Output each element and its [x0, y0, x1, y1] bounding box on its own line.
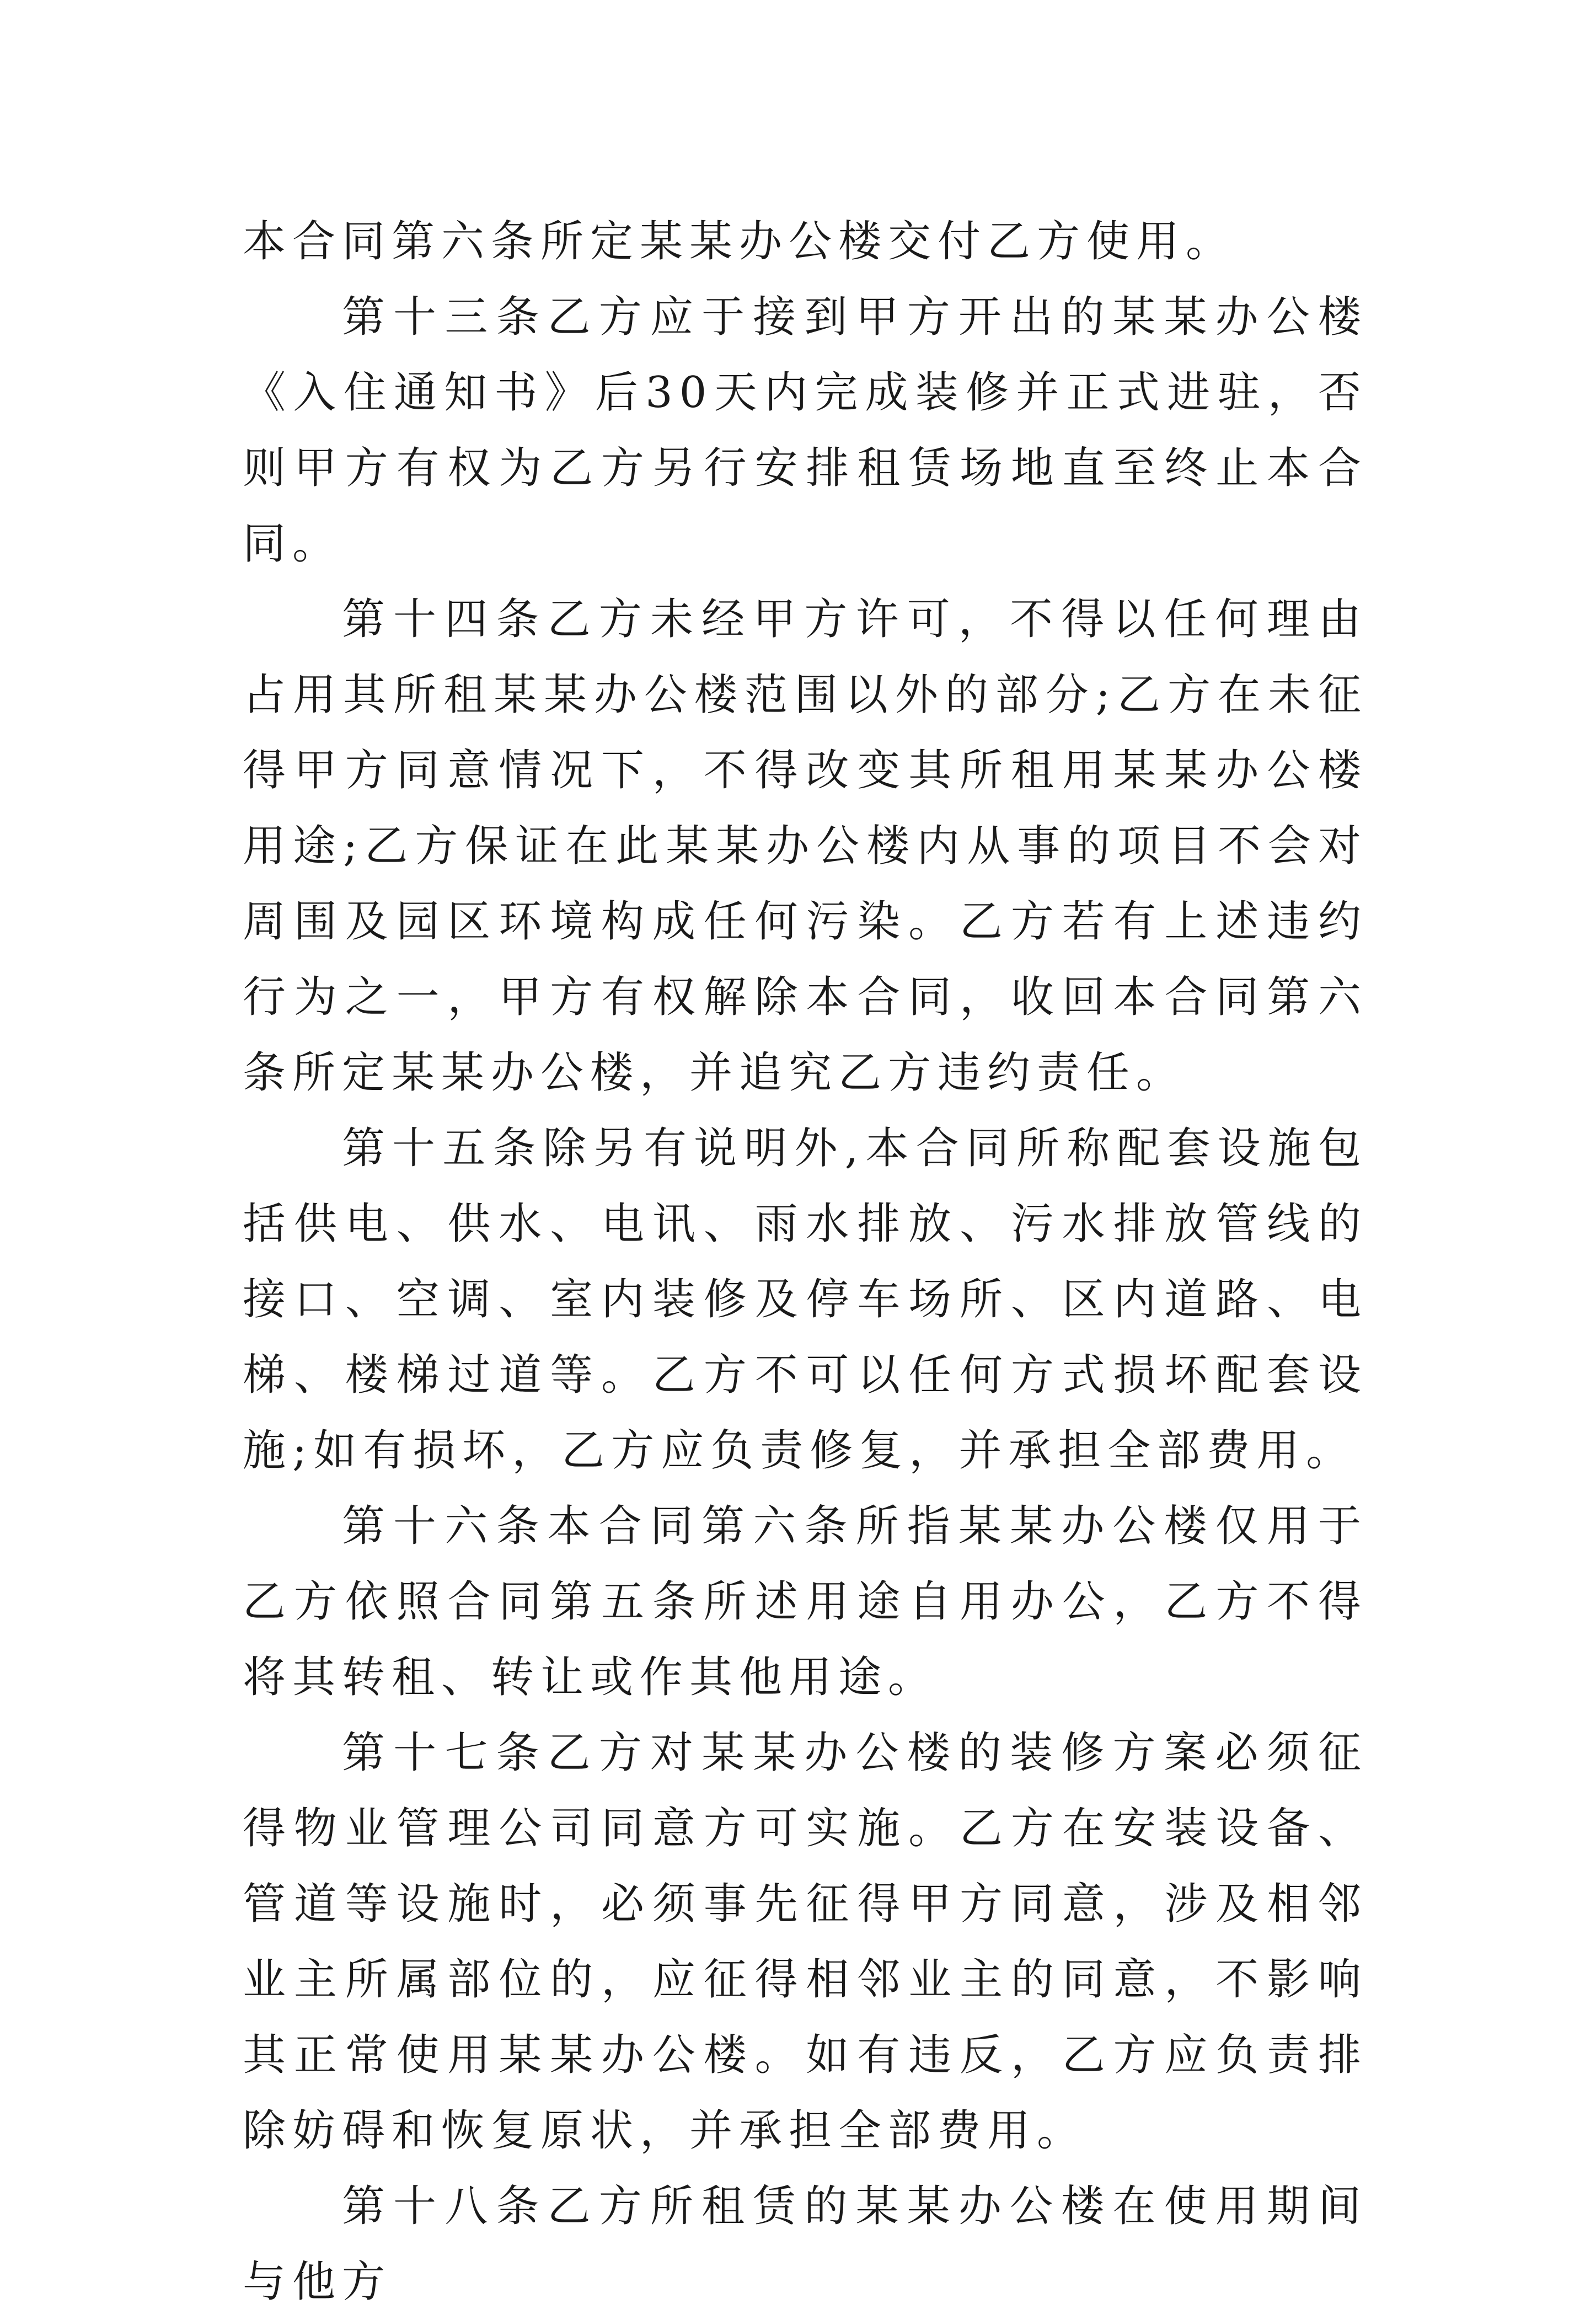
article-15: 第十五条除另有说明外,本合同所称配套设施包括供电、供水、电讯、雨水排放、污水排放管线的接口、空调、室内装修及停车场所、区内道路、电梯、楼梯过道等。乙方不可以任何方式损坏配套设施;如有损坏，乙方应负责修复，并承担全部费用。: [243, 1124, 1368, 1476]
paragraph-continuation: 本合同第六条所定某某办公楼交付乙方使用。: [243, 217, 1236, 266]
article-16: 第十六条本合同第六条所指某某办公楼仅用于乙方依照合同第五条所述用途自用办公，乙方不得将其转租、转让或作其他用途。: [243, 1501, 1368, 1702]
article-17: 第十七条乙方对某某办公楼的装修方案必须征得物业管理公司同意方可实施。乙方在安装设备、管道等设施时，必须事先征得甲方同意，涉及相邻业主所属部位的，应征得相邻业主的同意，不影响其正常使用某某办公楼。如有违反，乙方应负责排除妨碍和恢复原状，并承担全部费用。: [243, 1728, 1368, 2156]
article-14: 第十四条乙方未经甲方许可，不得以任何理由占用其所租某某办公楼范围以外的部分;乙方在未征得甲方同意情况下，不得改变其所租用某某办公楼用途;乙方保证在此某某办公楼内从事的项目不会对周围及园区环境构成任何污染。乙方若有上述违约行为之一，甲方有权解除本合同，收回本合同第六条所定某某办公楼，并追究乙方违约责任。: [243, 595, 1368, 1098]
contract-body: [243, 204, 1368, 2320]
article-18: 第十八条乙方所租赁的某某办公楼在使用期间与他方: [243, 2182, 1368, 2307]
article-13: 第十三条乙方应于接到甲方开出的某某办公楼《入住通知书》后30天内完成装修并正式进驻，否则甲方有权为乙方另行安排租赁场地直至终止本合同。: [243, 292, 1368, 569]
